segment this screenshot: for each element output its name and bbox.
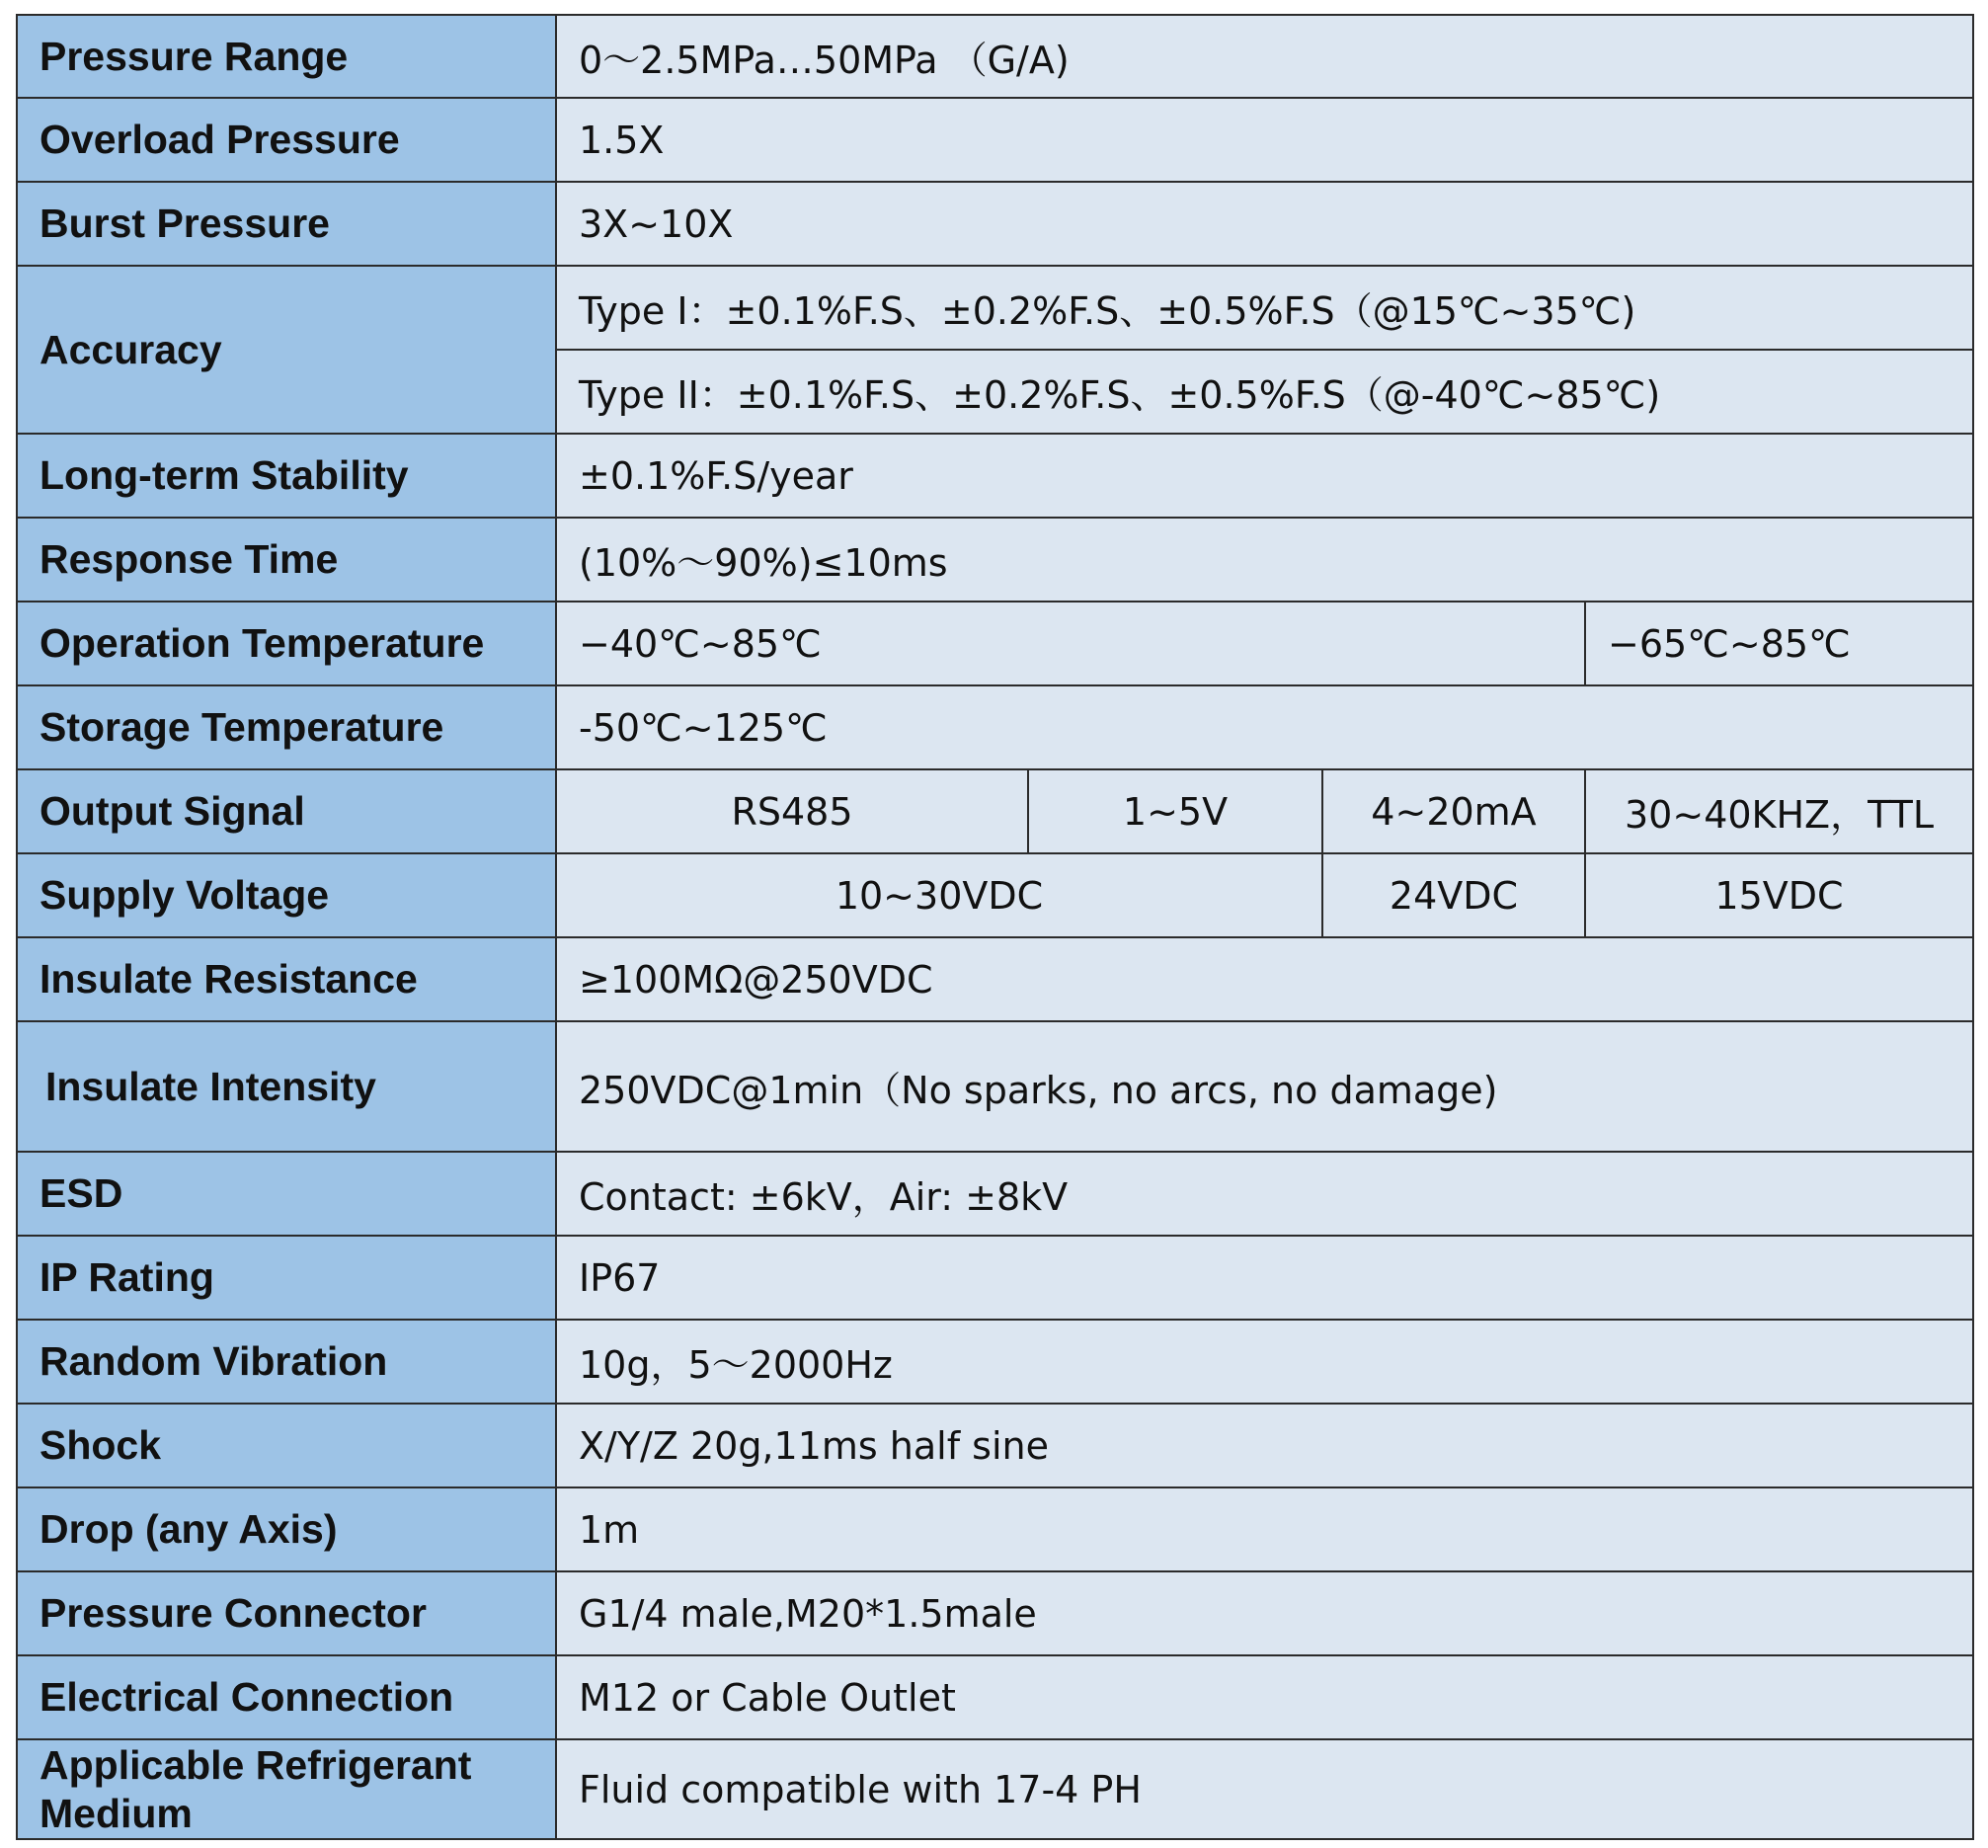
value-supply-voltage-range: 10~30VDC bbox=[556, 853, 1322, 937]
value-operation-temperature-alt: −65℃~85℃ bbox=[1585, 602, 1973, 685]
value-output-signal-frequency: 30~40KHZ，TTL bbox=[1585, 769, 1973, 853]
row-electrical-connection bbox=[17, 1655, 1973, 1739]
row-burst-pressure bbox=[17, 182, 1973, 266]
label-applicable-medium: Applicable Refrigerant Medium bbox=[17, 1739, 556, 1839]
row-random-vibration bbox=[17, 1320, 1973, 1404]
value-drop: 1m bbox=[556, 1487, 1973, 1571]
label-electrical-connection: Electrical Connection bbox=[17, 1655, 556, 1739]
value-random-vibration: 10g，5～2000Hz bbox=[556, 1320, 1973, 1404]
label-output-signal: Output Signal bbox=[17, 769, 556, 853]
row-drop bbox=[17, 1487, 1973, 1571]
value-output-signal-rs485: RS485 bbox=[556, 769, 1028, 853]
row-long-term-stability bbox=[17, 434, 1973, 518]
label-pressure-range: Pressure Range bbox=[17, 15, 556, 98]
label-operation-temperature: Operation Temperature bbox=[17, 602, 556, 685]
row-accuracy-type1 bbox=[17, 266, 1973, 350]
value-accuracy-type1: Type I：±0.1%F.S、±0.2%F.S、±0.5%F.S（@15℃~35℃) bbox=[556, 266, 1973, 350]
label-insulate-resistance: Insulate Resistance bbox=[17, 937, 556, 1021]
value-insulate-resistance: ≥100MΩ@250VDC bbox=[556, 937, 1973, 1021]
row-storage-temperature bbox=[17, 685, 1973, 769]
row-operation-temperature bbox=[17, 602, 1973, 685]
value-esd: Contact: ±6kV，Air: ±8kV bbox=[556, 1152, 1973, 1236]
value-supply-voltage-24: 24VDC bbox=[1322, 853, 1585, 937]
value-ip-rating: IP67 bbox=[556, 1236, 1973, 1320]
label-supply-voltage: Supply Voltage bbox=[17, 853, 556, 937]
value-output-signal-voltage: 1~5V bbox=[1028, 769, 1322, 853]
label-long-term-stability: Long-term Stability bbox=[17, 434, 556, 518]
label-insulate-intensity: Insulate Intensity bbox=[17, 1021, 556, 1152]
value-storage-temperature: -50℃~125℃ bbox=[556, 685, 1973, 769]
row-response-time bbox=[17, 518, 1973, 602]
row-pressure-connector bbox=[17, 1571, 1973, 1655]
value-long-term-stability: ±0.1%F.S/year bbox=[556, 434, 1973, 518]
row-esd bbox=[17, 1152, 1973, 1236]
value-electrical-connection: M12 or Cable Outlet bbox=[556, 1655, 1973, 1739]
label-accuracy: Accuracy bbox=[17, 266, 556, 434]
row-insulate-resistance bbox=[17, 937, 1973, 1021]
value-output-signal-current: 4~20mA bbox=[1322, 769, 1585, 853]
value-overload-pressure: 1.5X bbox=[556, 98, 1973, 182]
label-storage-temperature: Storage Temperature bbox=[17, 685, 556, 769]
label-pressure-connector: Pressure Connector bbox=[17, 1571, 556, 1655]
spec-table bbox=[16, 14, 1974, 1840]
row-supply-voltage bbox=[17, 853, 1973, 937]
row-applicable-medium bbox=[17, 1739, 1973, 1839]
value-insulate-intensity: 250VDC@1min（No sparks, no arcs, no damage) bbox=[556, 1021, 1973, 1152]
label-esd: ESD bbox=[17, 1152, 556, 1236]
value-operation-temperature: −40℃~85℃ bbox=[556, 602, 1585, 685]
label-random-vibration: Random Vibration bbox=[17, 1320, 556, 1404]
value-shock: X/Y/Z 20g,11ms half sine bbox=[556, 1404, 1973, 1487]
row-overload-pressure bbox=[17, 98, 1973, 182]
label-ip-rating: IP Rating bbox=[17, 1236, 556, 1320]
label-burst-pressure: Burst Pressure bbox=[17, 182, 556, 266]
row-ip-rating bbox=[17, 1236, 1973, 1320]
label-drop: Drop (any Axis) bbox=[17, 1487, 556, 1571]
value-applicable-medium: Fluid compatible with 17-4 PH bbox=[556, 1739, 1973, 1839]
row-insulate-intensity bbox=[17, 1021, 1973, 1152]
row-shock bbox=[17, 1404, 1973, 1487]
value-burst-pressure: 3X~10X bbox=[556, 182, 1973, 266]
value-pressure-range: 0～2.5MPa…50MPa （G/A) bbox=[556, 15, 1973, 98]
row-pressure-range bbox=[17, 15, 1973, 98]
value-response-time: (10%～90%)≤10ms bbox=[556, 518, 1973, 602]
row-output-signal bbox=[17, 769, 1973, 853]
value-supply-voltage-15: 15VDC bbox=[1585, 853, 1973, 937]
label-overload-pressure: Overload Pressure bbox=[17, 98, 556, 182]
value-pressure-connector: G1/4 male,M20*1.5male bbox=[556, 1571, 1973, 1655]
value-accuracy-type2: Type II：±0.1%F.S、±0.2%F.S、±0.5%F.S（@-40℃~85℃) bbox=[556, 350, 1973, 434]
label-shock: Shock bbox=[17, 1404, 556, 1487]
label-response-time: Response Time bbox=[17, 518, 556, 602]
